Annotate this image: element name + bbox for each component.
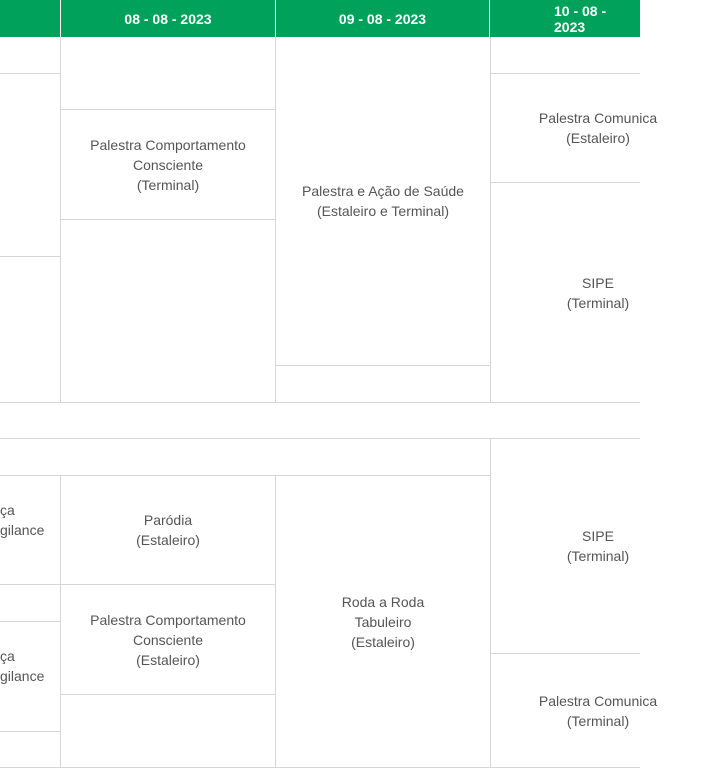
event-sipe-terminal	[491, 183, 705, 402]
event-palestra-comunicacao-terminal	[491, 654, 705, 767]
grid-vline	[60, 37, 61, 403]
event-parodia	[61, 476, 275, 584]
header-date-2: 09 - 08 - 2023	[276, 0, 490, 37]
event-location: (Estaleiro)	[136, 651, 200, 668]
event-partial-col0-a: ça gilance	[0, 502, 45, 538]
grid-hline	[61, 694, 276, 695]
grid-hline	[0, 73, 61, 74]
event-title: Paródia	[143, 512, 193, 528]
event-title: Palestra Comportamento	[90, 611, 246, 628]
event-location: (Estaleiro)	[351, 633, 415, 650]
event-roda-a-roda	[276, 476, 490, 767]
event-palestra-comunicacao-estaleiro	[491, 74, 705, 182]
event-title: Palestra Comunica	[538, 110, 658, 126]
event-sipe-terminal-2	[491, 439, 705, 653]
event-location: (Terminal)	[566, 548, 630, 564]
event-location: (Estaleiro)	[136, 532, 200, 548]
schedule-header	[0, 0, 640, 37]
event-palestra-comportamento-terminal	[61, 110, 275, 219]
grid-hline	[61, 219, 276, 220]
event-title: Palestra Comportamento	[90, 136, 246, 153]
event-palestra-acao-saude	[276, 37, 490, 365]
grid-hline	[276, 365, 490, 366]
event-location: (Terminal)	[566, 294, 630, 311]
event-title: Consciente	[132, 156, 204, 173]
event-title: Consciente	[132, 631, 204, 648]
event-title: Palestra Comunica	[538, 692, 658, 709]
event-palestra-comportamento-estaleiro	[61, 585, 275, 694]
header-date-3: 10 - 08 - 2023	[554, 2, 607, 35]
event-location: (Estaleiro)	[566, 130, 630, 146]
event-title: Roda a Roda	[341, 593, 425, 610]
event-partial-col0-b: ça gilance	[0, 648, 45, 684]
grid-hline	[0, 402, 640, 403]
header-cell-blank	[0, 0, 61, 37]
event-title: SIPE	[582, 274, 614, 291]
grid-hline	[0, 256, 61, 257]
event-location: (Terminal)	[566, 712, 630, 729]
event-title: Tabuleiro	[354, 613, 412, 630]
event-location: (Estaleiro e Terminal)	[316, 203, 449, 219]
event-title: Palestra e Ação de Saúde	[302, 183, 464, 199]
grid-hline	[0, 731, 61, 732]
event-title: SIPE	[582, 528, 614, 544]
header-date-1: 08 - 08 - 2023	[61, 0, 276, 37]
grid-hline	[0, 621, 61, 622]
event-location: (Terminal)	[136, 176, 200, 193]
